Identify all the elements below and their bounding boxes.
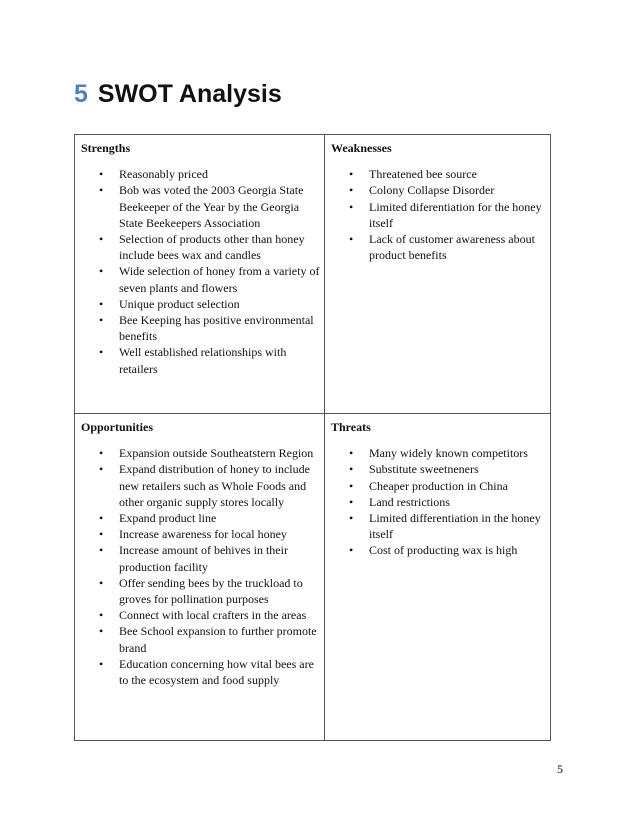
opportunity-item: • Bee School expansion to further promote brand xyxy=(119,623,320,655)
threats-list xyxy=(331,445,546,558)
opportunity-item: • Expansion outside Southeatstern Region xyxy=(119,445,320,461)
section-heading xyxy=(74,78,282,110)
opportunity-item: • Increase amount of behives in their production facility xyxy=(119,542,320,574)
swot-table xyxy=(74,134,551,741)
weakness-item: • Colony Collapse Disorder xyxy=(369,182,546,198)
strengths-list xyxy=(81,166,320,377)
section-number: 5 xyxy=(74,80,88,108)
weaknesses-list xyxy=(331,166,546,263)
opportunity-item: • Education concerning how vital bees are to the ecosystem and food supply xyxy=(119,656,320,688)
swot-row-internal xyxy=(75,135,551,414)
page-number: 5 xyxy=(557,762,563,776)
strength-item: • Reasonably priced xyxy=(119,166,320,182)
weaknesses-cell xyxy=(325,135,551,414)
strengths-cell xyxy=(75,135,325,414)
opportunity-item: • Expand product line xyxy=(119,510,320,526)
threat-item: • Cheaper production in China xyxy=(369,478,546,494)
strength-item: • Selection of products other than honey include bees wax and candles xyxy=(119,231,320,263)
weakness-item: • Limited diferentiation for the honey itself xyxy=(369,199,546,231)
threat-item: • Limited differentiation in the honey itself xyxy=(369,510,546,542)
strength-item: • Bee Keeping has positive environmental benefits xyxy=(119,312,320,344)
opportunity-item: • Expand distribution of honey to include new retailers such as Whole Foods and other organic supply stores locally xyxy=(119,461,320,510)
strengths-title: Strengths xyxy=(81,141,131,155)
weaknesses-title: Weaknesses xyxy=(331,141,392,155)
threats-title: Threats xyxy=(331,420,371,434)
opportunity-item: • Connect with local crafters in the areas xyxy=(119,607,320,623)
strength-item: • Well established relationships with retailers xyxy=(119,344,320,376)
opportunities-title: Opportunities xyxy=(81,420,154,434)
opportunities-list xyxy=(81,445,320,688)
strength-item: • Wide selection of honey from a variety of seven plants and flowers xyxy=(119,263,320,295)
section-title: SWOT Analysis xyxy=(97,80,282,108)
opportunities-cell xyxy=(75,414,325,741)
swot-row-external xyxy=(75,414,551,741)
threat-item: • Substitute sweetneners xyxy=(369,461,546,477)
strength-item: • Unique product selection xyxy=(119,296,320,312)
threats-cell xyxy=(325,414,551,741)
opportunity-item: • Increase awareness for local honey xyxy=(119,526,320,542)
threat-item: • Cost of producting wax is high xyxy=(369,542,546,558)
weakness-item: • Threatened bee source xyxy=(369,166,546,182)
opportunity-item: • Offer sending bees by the truckload to groves for pollination purposes xyxy=(119,575,320,607)
strength-item: • Bob was voted the 2003 Georgia State Beekeeper of the Year by the Georgia State Beekeepers Association xyxy=(119,182,320,231)
weakness-item: • Lack of customer awareness about product benefits xyxy=(369,231,546,263)
threat-item: • Land restrictions xyxy=(369,494,546,510)
threat-item: • Many widely known competitors xyxy=(369,445,546,461)
